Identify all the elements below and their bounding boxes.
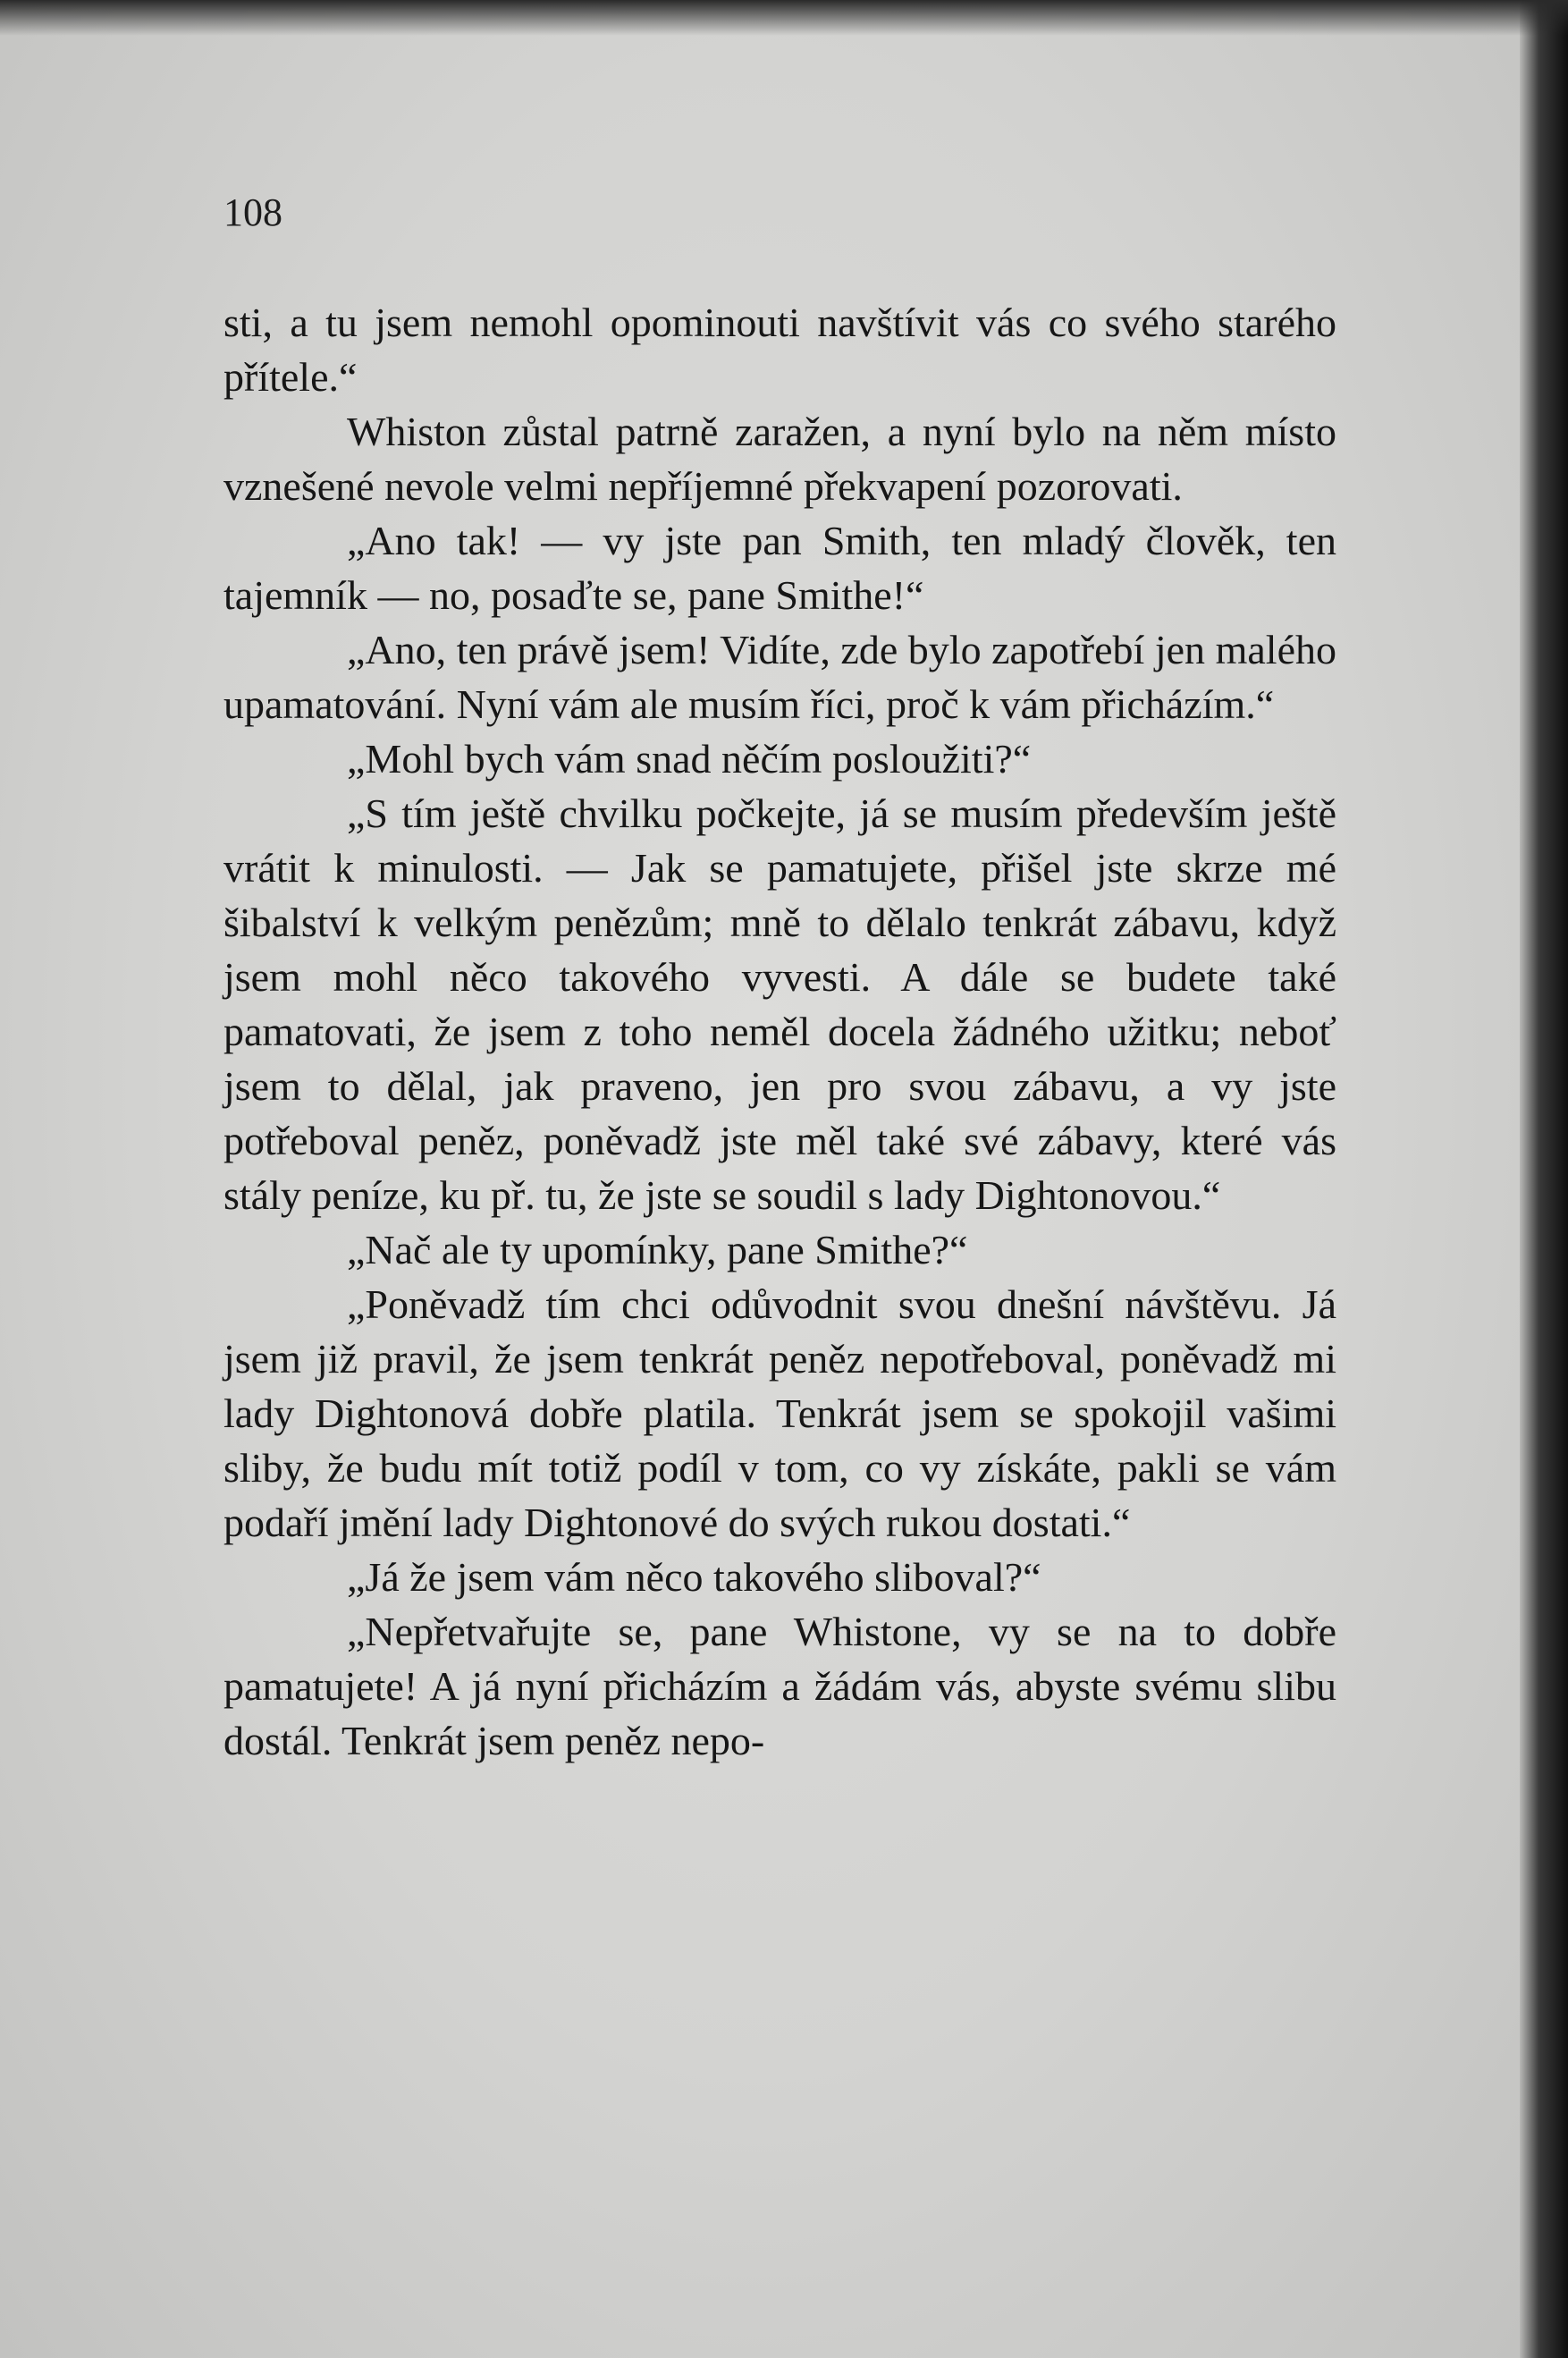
body-text	[223, 295, 1336, 1768]
paragraph: sti, a tu jsem nemohl opominouti navštívit vás co svého starého přítele.“	[223, 300, 1336, 400]
page-number: 108	[223, 190, 282, 234]
page-top-shadow	[0, 0, 1568, 36]
paragraph: „Nepřetvařujte se, pane Whistone, vy se na to dobře pamatujete! A já nyní přicházím a žádám vás, abyste svému slibu dostál. Tenkrát jsem peněz nepo-	[223, 1609, 1336, 1763]
paragraph: „Ano, ten právě jsem! Vidíte, zde bylo zapotřebí jen malého upamatování. Nyní vám ale musím říci, proč k vám přicházím.“	[223, 627, 1336, 727]
paragraph: „Mohl bych vám snad něčím posloužiti?“	[347, 736, 1032, 782]
paragraph: „Já že jsem vám něco takového sliboval?“	[347, 1554, 1041, 1600]
paragraph: „Ano tak! — vy jste pan Smith, ten mladý člověk, ten tajemník — no, posaďte se, pane Smithe!“	[223, 518, 1336, 618]
page-edge-shadow	[1520, 0, 1568, 2358]
paragraph: „Nač ale ty upomínky, pane Smithe?“	[347, 1227, 968, 1272]
paragraph: „Poněvadž tím chci odůvodnit svou dnešní návštěvu. Já jsem již pravil, že jsem tenkrát peněz nepotřeboval, poněvadž mi lady Dightonová dobře platila. Tenkrát jsem se spokojil vašimi sliby, že budu mít totiž podíl v tom, co vy získáte, pakli se vám podaří jmění lady Dightonové do svých rukou dostati.“	[223, 1281, 1336, 1545]
paragraph: „S tím ještě chvilku počkejte, já se musím především ještě vrátit k minulosti. — Jak se pamatujete, přišel jste skrze mé šibalství k velkým penězům; mně to dělalo tenkrát zábavu, když jsem mohl něco takového vyvesti. A dále se budete také pamatovati, že jsem z toho neměl docela žádného užitku; neboť jsem to dělal, jak praveno, jen pro svou zábavu, a vy jste potřeboval peněz, poněvadž jste měl také své zábavy, které vás stály peníze, ku př. tu, že jste se soudil s lady Dightonovou.“	[223, 790, 1336, 1218]
paragraph: Whiston zůstal patrně zaražen, a nyní bylo na něm místo vznešené nevole velmi nepříjemné překvapení pozorovati.	[223, 409, 1336, 509]
